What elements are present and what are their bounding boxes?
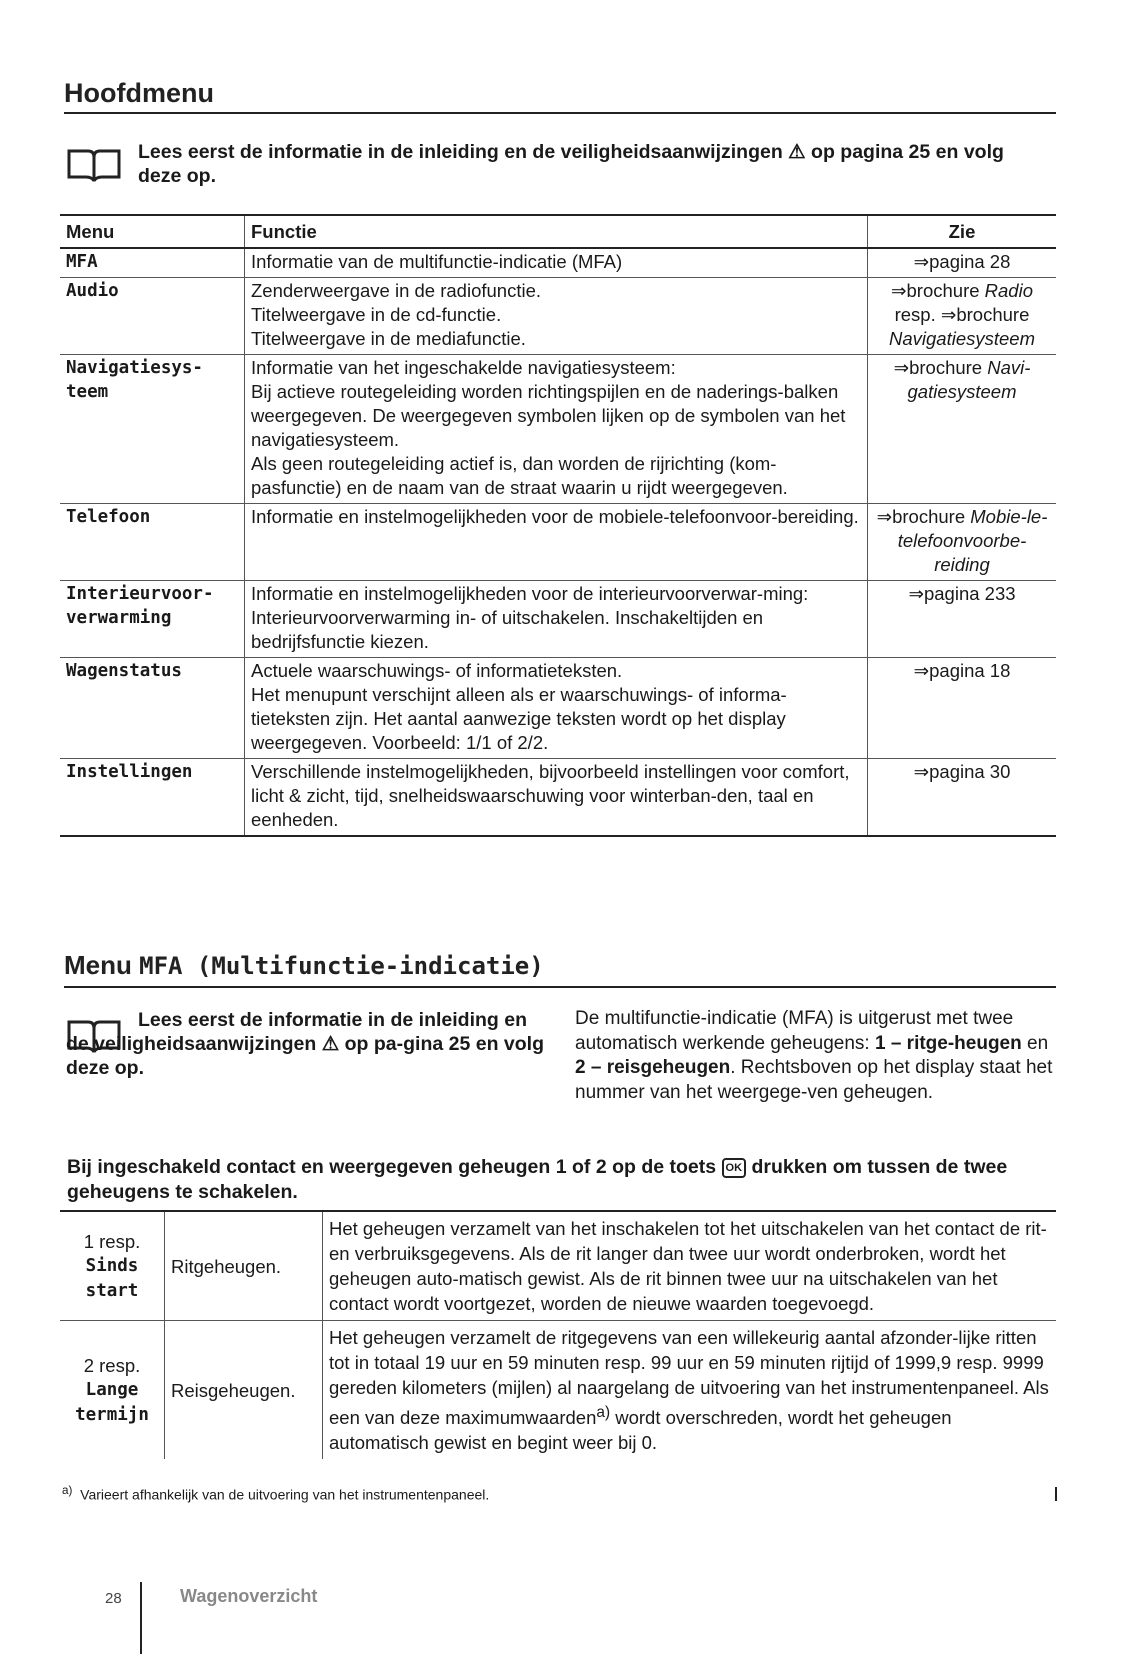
menu-reference bbox=[868, 248, 1057, 278]
table-row bbox=[60, 581, 1056, 658]
section-title-prefix: Menu bbox=[64, 950, 132, 980]
table-row bbox=[60, 504, 1056, 581]
section-title bbox=[64, 950, 544, 981]
col-header-functie: Functie bbox=[245, 215, 868, 248]
footnote-text: Varieert afhankelijk van de uitvoering van het instrumentenpaneel. bbox=[80, 1486, 490, 1503]
reference-text: ⇒pagina 28 bbox=[913, 251, 1011, 272]
reference-text: ⇒pagina 30 bbox=[913, 761, 1011, 782]
paragraph-text: 1 – ritge-heugen bbox=[874, 1032, 1022, 1054]
paragraph-text: en bbox=[1021, 1032, 1049, 1054]
title-rule bbox=[64, 112, 1056, 114]
menu-function bbox=[245, 658, 868, 759]
function-line: Titelweergave in de mediafunctie. bbox=[251, 328, 526, 349]
menu-reference bbox=[868, 355, 1057, 504]
menu-function bbox=[245, 248, 868, 278]
function-line: Informatie van de multifunctie-indicatie (MFA) bbox=[251, 251, 623, 272]
memory-description bbox=[323, 1321, 1057, 1460]
menu-reference bbox=[868, 658, 1057, 759]
menu-name: Wagenstatus bbox=[60, 658, 245, 759]
menu-function bbox=[245, 278, 868, 355]
table-row bbox=[60, 278, 1056, 355]
menu-name: Audio bbox=[60, 278, 245, 355]
memory-description: Het geheugen verzamelt van het inschakelen tot het uitschakelen van het contact de rit- en verbruiksgegevens. Als de rit langer dan twee uur wordt onderbroken, wordt het geheugen auto-matisch gewist. Als de rit binnen twee uur na uitschakelen van het contact wordt voortgezet, worden de nieuwe waarden toegevoegd. bbox=[323, 1211, 1057, 1321]
function-line: Informatie en instelmogelijkheden voor de mobiele-telefoonvoor-bereiding. bbox=[251, 506, 859, 527]
instruction-text-b: drukken om tussen de twee geheugens te schakelen. bbox=[67, 1156, 1008, 1203]
menu-name: Telefoon bbox=[60, 504, 245, 581]
reference-text: ⇒brochure bbox=[893, 357, 988, 378]
safety-note-2: Lees eerst de informatie in de inleiding en de veiligheidsaanwijzingen ⚠ op pa-gina 25 en volg deze op. bbox=[66, 1009, 544, 1079]
page-number: 28 bbox=[105, 1590, 122, 1607]
table-row bbox=[60, 355, 1056, 504]
menu-reference bbox=[868, 504, 1057, 581]
function-line: Als geen routegeleiding actief is, dan worden de rijrichting (kom-pasfunctie) en de naam van de straat waarin u rijdt weergegeven. bbox=[251, 453, 788, 498]
function-line: Actuele waarschuwings- of informatieteksten. bbox=[251, 660, 623, 681]
memory-label: Lange termijn bbox=[75, 1379, 149, 1425]
reference-text: Mobie-le-telefoonvoorbe-reiding bbox=[897, 506, 1048, 575]
menu-function bbox=[245, 759, 868, 837]
reference-text: ⇒pagina 233 bbox=[908, 583, 1016, 604]
menu-function bbox=[245, 355, 868, 504]
function-line: Informatie en instelmogelijkheden voor de interieurvoorverwar-ming: bbox=[251, 583, 809, 604]
instruction bbox=[67, 1155, 1057, 1205]
menu-reference bbox=[868, 759, 1057, 837]
menu-name: Navigatiesys-teem bbox=[60, 355, 245, 504]
table-row bbox=[60, 1211, 1056, 1321]
memory-table bbox=[60, 1210, 1056, 1459]
reference-text: resp. ⇒brochure bbox=[894, 304, 1030, 325]
reference-text: ⇒pagina 18 bbox=[913, 660, 1011, 681]
footer-divider bbox=[140, 1582, 142, 1654]
menu-table bbox=[60, 214, 1056, 837]
book-icon bbox=[66, 145, 122, 185]
function-line: Zenderweergave in de radiofunctie. bbox=[251, 280, 542, 301]
instruction-text-a: Bij ingeschakeld contact en weergegeven geheugen 1 of 2 op de toets bbox=[67, 1156, 717, 1178]
menu-function bbox=[245, 504, 868, 581]
table-row bbox=[60, 759, 1056, 837]
reference-text: ⇒brochure bbox=[876, 506, 971, 527]
memory-number: 1 resp. bbox=[83, 1230, 141, 1252]
reference-text: ⇒brochure bbox=[891, 280, 985, 301]
col-header-zie: Zie bbox=[868, 215, 1057, 248]
memory-label: Sinds start bbox=[85, 1255, 139, 1301]
section-title-mono: MFA (Multifunctie-indicatie) bbox=[139, 952, 544, 980]
function-line: Informatie van het ingeschakelde navigatiesysteem: bbox=[251, 357, 676, 378]
function-line: Titelweergave in de cd-functie. bbox=[251, 304, 502, 325]
menu-reference bbox=[868, 581, 1057, 658]
safety-note: Lees eerst de informatie in de inleiding en de veiligheidsaanwijzingen ⚠ op pagina 25 en volg deze op. bbox=[138, 141, 1004, 187]
paragraph-text: . Rechtsboven op het display staat het nummer van het weergege-ven geheugen. bbox=[575, 1057, 1053, 1103]
reference-text: Radio bbox=[984, 280, 1033, 301]
menu-name: MFA bbox=[60, 248, 245, 278]
section-rule bbox=[64, 986, 1056, 988]
reference-text: Navi-gatiesysteem bbox=[907, 357, 1031, 402]
desc-text: wordt overschreden, wordt het geheugen automatisch gewist en begint weer bij 0. bbox=[329, 1407, 952, 1454]
reference-text: Navigatiesysteem bbox=[888, 328, 1035, 349]
function-line: Bij actieve routegeleiding worden richtingspijlen en de naderings-balken weergegeven. De weergegeven symbolen lijken op de symbolen van het navigatiesysteem. bbox=[251, 381, 846, 450]
menu-name: Interieurvoor-verwarming bbox=[60, 581, 245, 658]
table-row bbox=[60, 658, 1056, 759]
menu-function bbox=[245, 581, 868, 658]
mfa-intro-paragraph bbox=[575, 1007, 1055, 1105]
table-row bbox=[60, 248, 1056, 278]
margin-mark bbox=[1055, 1487, 1057, 1501]
paragraph-text: 2 – reisgeheugen bbox=[575, 1057, 731, 1078]
memory-key bbox=[60, 1211, 165, 1321]
footnote-ref: a) bbox=[596, 1404, 611, 1421]
memory-key bbox=[60, 1321, 165, 1460]
footnote bbox=[62, 1484, 489, 1503]
col-header-menu: Menu bbox=[60, 215, 245, 248]
function-line: Interieurvoorverwarming in- of uitschakelen. Inschakeltijden en bedrijfsfunctie kiezen. bbox=[251, 607, 764, 652]
memory-number: 2 resp. bbox=[83, 1354, 141, 1376]
footnote-mark: a) bbox=[62, 1484, 73, 1497]
function-line: Het menupunt verschijnt alleen als er waarschuwings- of informa-tieteksten zijn. Het aantal aanwezige teksten wordt op het display weergegeven. Voorbeeld: 1/1 of 2/2. bbox=[251, 684, 787, 753]
table-row bbox=[60, 1321, 1056, 1460]
memory-name: Reisgeheugen. bbox=[165, 1321, 323, 1460]
page-title: Hoofdmenu bbox=[64, 78, 214, 108]
desc-text: Het geheugen verzamelt de ritgegevens van een willekeurig aantal afzonder-lijke ritten tot in totaal 19 uur en 59 minuten resp. 99 uur en 59 minuten rijtijd of 1999,9 resp. 9999 gereden kilometers (mijlen) al naargelang de uitvoering van het instrumentenpaneel. Als een van deze maximumwaarden bbox=[329, 1327, 1049, 1429]
menu-name: Instellingen bbox=[60, 759, 245, 837]
function-line: Verschillende instelmogelijkheden, bijvoorbeeld instellingen voor comfort, licht & zicht, tijd, snelheidswaarschuwing voor winterban-den, taal en eenheden. bbox=[251, 761, 850, 830]
memory-name: Ritgeheugen. bbox=[165, 1211, 323, 1321]
section-name: Wagenoverzicht bbox=[180, 1586, 318, 1606]
paragraph-text: De multifunctie-indicatie (MFA) is uitgerust met twee automatisch werkende geheugens: bbox=[575, 1008, 1014, 1054]
menu-reference bbox=[868, 278, 1057, 355]
ok-key-icon: OK bbox=[722, 1158, 747, 1178]
